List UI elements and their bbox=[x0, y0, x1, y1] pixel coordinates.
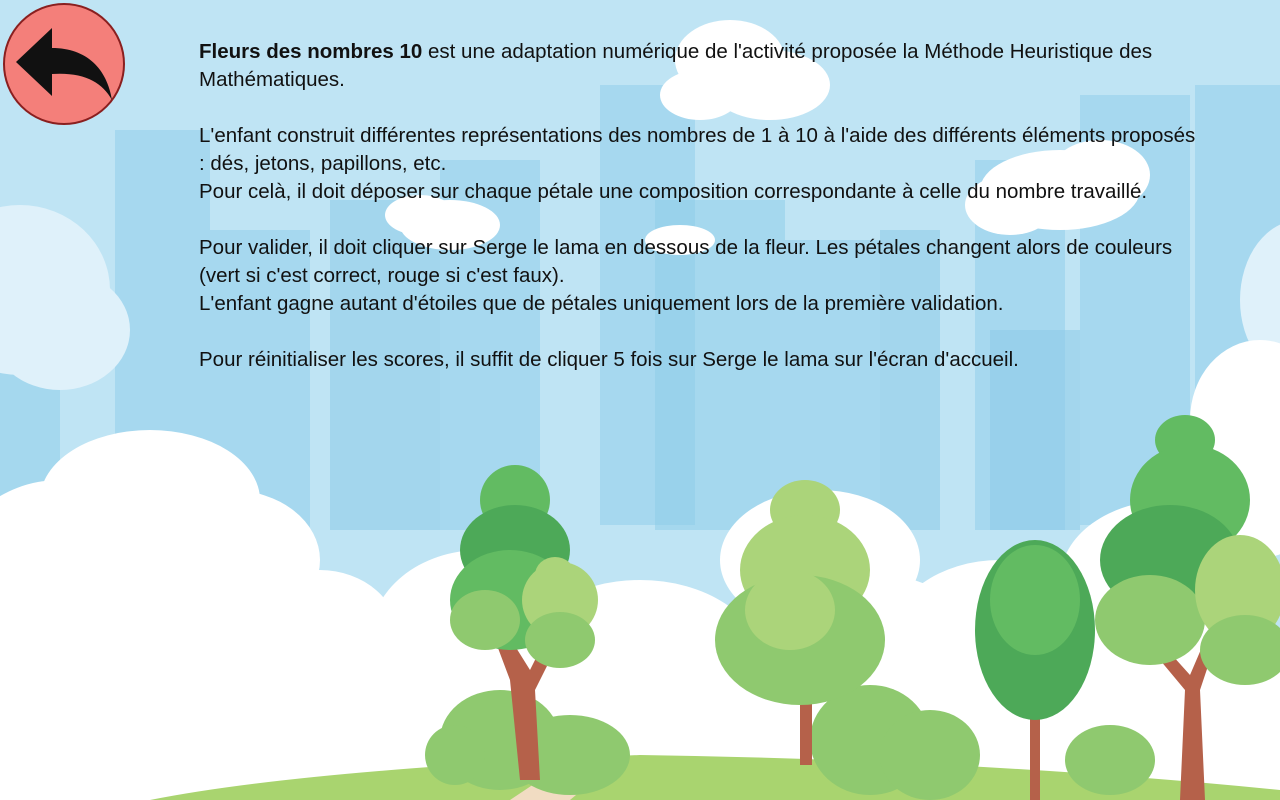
stars-text: L'enfant gagne autant d'étoiles que de pétales uniquement lors de la première validation. bbox=[199, 292, 1004, 315]
validation-text: Pour valider, il doit cliquer sur Serge le lama en dessous de la fleur. Les pétales changent alors de couleurs (vert si c'est correct, rouge si c'est faux). bbox=[199, 236, 1173, 287]
intro-paragraph bbox=[199, 38, 1199, 94]
validation-paragraph bbox=[199, 234, 1199, 318]
instructions-text bbox=[199, 38, 1199, 402]
bush-right bbox=[1065, 725, 1155, 795]
intro-text: est une adaptation numérique de l'activité proposée la Méthode Heuristique des Mathématiques. bbox=[199, 40, 1153, 91]
petal-rule-text: Pour celà, il doit déposer sur chaque pétale une composition correspondante à celle du nombre travaillé. bbox=[199, 180, 1148, 203]
construction-text: L'enfant construit différentes représentations des nombres de 1 à 10 à l'aide des différents éléments proposés : dés, jetons, papillons, etc. bbox=[199, 124, 1196, 175]
back-button[interactable] bbox=[3, 3, 125, 125]
app-title: Fleurs des nombres 10 bbox=[199, 40, 423, 63]
curved-back-arrow-icon bbox=[12, 24, 116, 104]
construction-paragraph bbox=[199, 122, 1199, 206]
reset-paragraph bbox=[199, 346, 1199, 374]
reset-text: Pour réinitialiser les scores, il suffit de cliquer 5 fois sur Serge le lama sur l'écran d'accueil. bbox=[199, 348, 1019, 371]
